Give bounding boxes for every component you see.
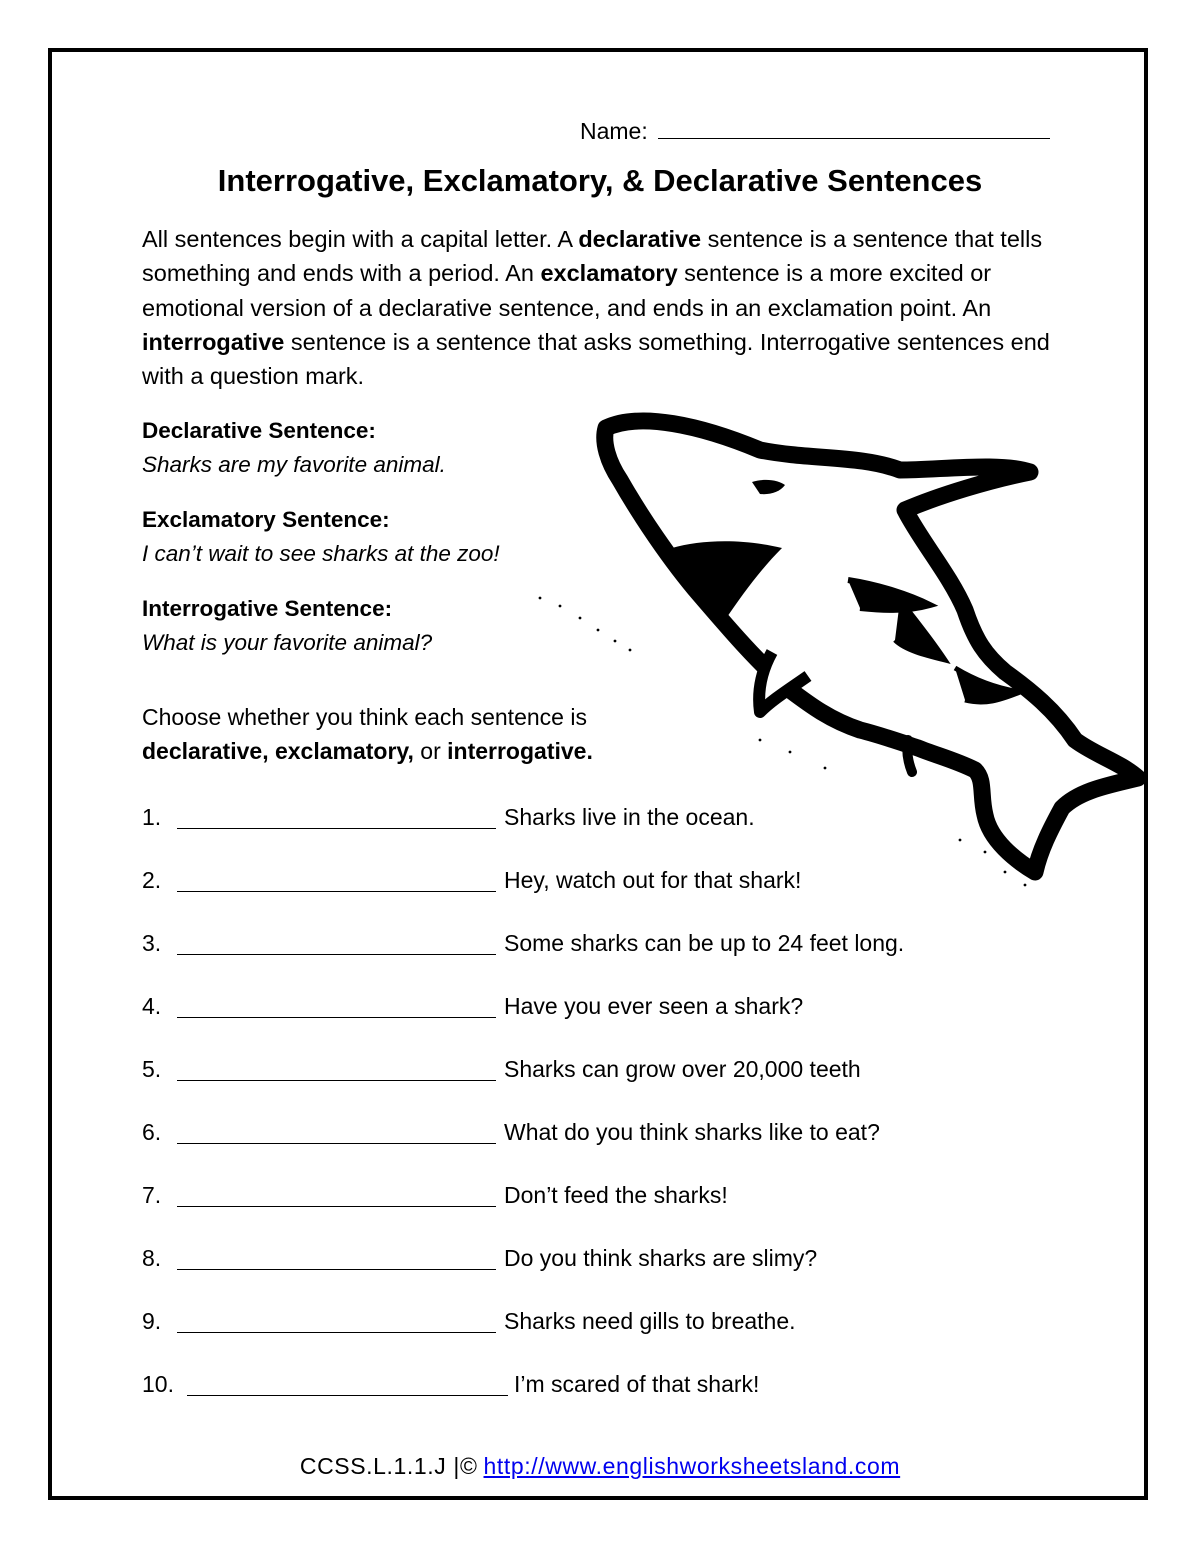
term-interrogative: interrogative xyxy=(142,328,285,355)
footer-link[interactable]: http://www.englishworksheetsland.com xyxy=(483,1453,901,1479)
name-blank-line[interactable] xyxy=(658,116,1050,139)
question-text: Have you ever seen a shark? xyxy=(504,993,804,1019)
question-number: 3. xyxy=(142,930,162,956)
name-field[interactable] xyxy=(580,116,1050,145)
question-number: 7. xyxy=(142,1182,162,1208)
term-declarative: declarative xyxy=(578,226,702,252)
answer-blank[interactable] xyxy=(177,1206,496,1207)
question-number: 9. xyxy=(142,1308,162,1334)
question-text: What do you think sharks like to eat? xyxy=(504,1119,880,1145)
question-number: 4. xyxy=(142,993,162,1019)
shark-illustration xyxy=(520,405,1150,895)
answer-blank[interactable] xyxy=(177,1332,496,1333)
question-number: 2. xyxy=(142,867,162,893)
exclamatory-example-label: Exclamatory Sentence: xyxy=(142,507,390,532)
question-number: 5. xyxy=(142,1056,162,1082)
answer-blank[interactable] xyxy=(177,954,496,955)
answer-blank[interactable] xyxy=(177,1017,496,1018)
declarative-example-sentence: Sharks are my favorite animal. xyxy=(142,452,446,477)
intro-paragraph: All sentences begin with a capital letter. A declarative sentence is a sentence that tells something and ends with a period. An exclamatory sentence is a more excited or emotional version of a declarative sentence, and ends in an exclamation point. An interrogative sentence is a sentence that asks something. Interrogative sentences end with a question mark. xyxy=(142,226,1050,390)
answer-blank[interactable] xyxy=(177,828,496,829)
declarative-example-label: Declarative Sentence: xyxy=(142,418,376,443)
interrogative-example-sentence: What is your favorite animal? xyxy=(142,630,433,655)
answer-blank[interactable] xyxy=(177,1143,496,1144)
term-exclamatory: exclamatory xyxy=(540,260,678,287)
question-number: 8. xyxy=(142,1245,162,1271)
question-text: Some sharks can be up to 24 feet long. xyxy=(504,930,905,956)
question-number: 10. xyxy=(142,1371,174,1397)
question-text: Don’t feed the sharks! xyxy=(504,1182,728,1208)
question-number: 6. xyxy=(142,1119,162,1145)
footer-standard: CCSS.L.1.1.J |© xyxy=(299,1453,478,1479)
question-text: Sharks need gills to breathe. xyxy=(504,1308,796,1334)
worksheet-title: Interrogative, Exclamatory, & Declarative Sentences xyxy=(217,163,983,198)
exclamatory-example-sentence: I can’t wait to see sharks at the zoo! xyxy=(142,541,500,566)
name-label: Name: xyxy=(580,118,648,144)
question-text: I’m scared of that shark! xyxy=(514,1371,760,1397)
answer-blank[interactable] xyxy=(187,1395,508,1396)
footer xyxy=(0,1453,1200,1480)
question-text: Hey, watch out for that shark! xyxy=(504,867,802,893)
answer-blank[interactable] xyxy=(177,1269,496,1270)
instructions: Choose whether you think each sentence is declarative, exclamatory, or interrogative. xyxy=(142,704,593,764)
question-text: Do you think sharks are slimy? xyxy=(504,1245,818,1271)
interrogative-example-label: Interrogative Sentence: xyxy=(142,596,393,621)
answer-blank[interactable] xyxy=(177,891,496,892)
question-text: Sharks live in the ocean. xyxy=(504,804,755,830)
answer-blank[interactable] xyxy=(177,1080,496,1081)
question-text: Sharks can grow over 20,000 teeth xyxy=(504,1056,861,1082)
question-number: 1. xyxy=(142,804,162,830)
